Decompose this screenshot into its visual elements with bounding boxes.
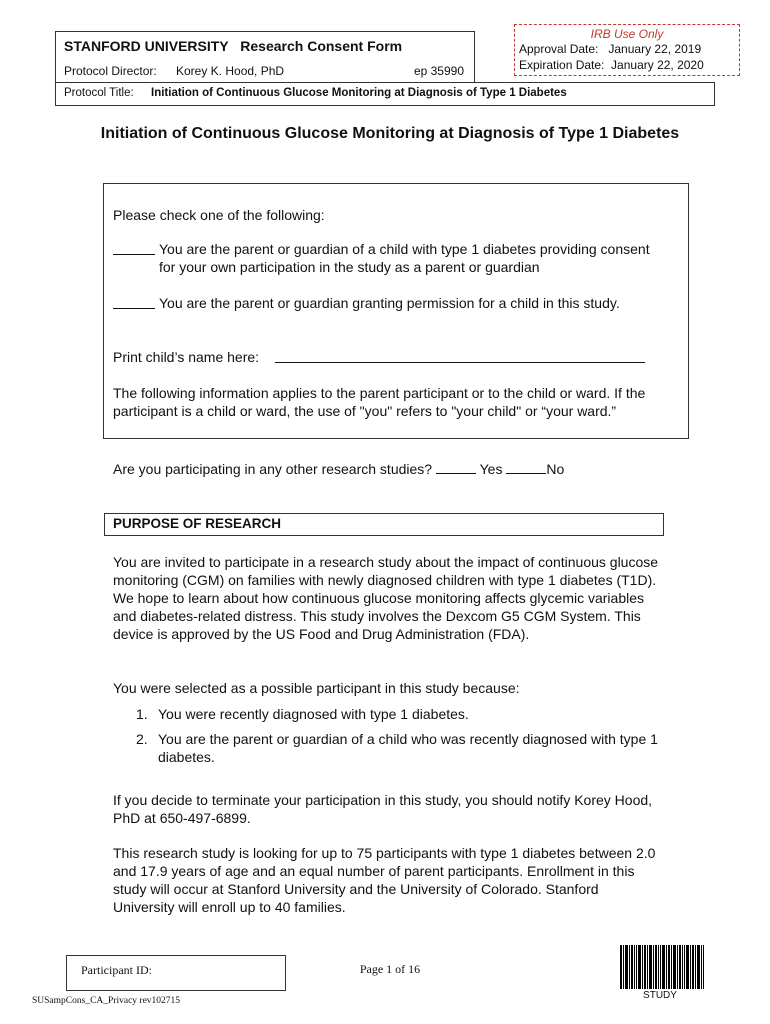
header-title bbox=[64, 38, 402, 54]
protocol-title: Initiation of Continuous Glucose Monitoring at Diagnosis of Type 1 Diabetes bbox=[151, 87, 567, 99]
protocol-title-row bbox=[55, 82, 715, 106]
purpose-paragraph-2: You were selected as a possible participant in this study because: bbox=[113, 680, 520, 696]
child-name-field[interactable] bbox=[275, 350, 645, 363]
option2-checkline[interactable] bbox=[113, 296, 157, 314]
protocol-title-label: Protocol Title: bbox=[64, 87, 134, 99]
irb-expiration-date: Expiration Date: January 22, 2020 bbox=[519, 58, 704, 72]
reason-number: 1. bbox=[136, 706, 148, 722]
option1-checkline[interactable] bbox=[113, 242, 157, 260]
check-instruction: Please check one of the following: bbox=[113, 207, 325, 223]
study-label: STUDY bbox=[643, 990, 677, 1001]
reason-number: 2. bbox=[136, 731, 148, 747]
director-name: Korey K. Hood, PhD bbox=[176, 64, 285, 78]
other-studies-row bbox=[113, 460, 673, 478]
reason-text: You were recently diagnosed with type 1 diabetes. bbox=[158, 706, 469, 722]
consent-header bbox=[55, 31, 475, 83]
info-paragraph: The following information applies to the parent participant or to the child or ward. If the participant is a child or ward, the use of "you" refers to "your child" or “your ward.” bbox=[113, 385, 646, 419]
other-studies-question: Are you participating in any other research studies? bbox=[113, 461, 433, 477]
purpose-paragraph-3: If you decide to terminate your participation in this study, you should notify Korey Hood, PhD at 650-497-6899. bbox=[113, 792, 653, 826]
page-number: Page 1 of 16 bbox=[359, 962, 421, 976]
option2-text: You are the parent or guardian granting permission for a child in this study. bbox=[159, 295, 620, 311]
participant-id-box[interactable] bbox=[66, 955, 286, 991]
university-name: STANFORD UNIVERSITY bbox=[64, 38, 229, 54]
participant-type-box bbox=[103, 183, 689, 439]
no-label: No bbox=[546, 461, 565, 477]
reason-text: You are the parent or guardian of a child who was recently diagnosed with type 1 diabetes. bbox=[158, 731, 658, 765]
child-name-label: Print child’s name here: bbox=[113, 349, 260, 365]
option1-text: You are the parent or guardian of a child with type 1 diabetes providing consent for your own participation in the study as a parent or guardian bbox=[159, 241, 650, 275]
director-label: Protocol Director: bbox=[64, 64, 157, 78]
yes-label: Yes bbox=[479, 461, 503, 477]
barcode-icon bbox=[620, 945, 704, 989]
form-name: Research Consent Form bbox=[240, 38, 403, 54]
irb-title: IRB Use Only bbox=[590, 27, 664, 41]
participant-id-label: Participant ID: bbox=[81, 963, 152, 977]
purpose-heading-box bbox=[104, 513, 664, 536]
protocol-number: ep 35990 bbox=[413, 64, 464, 78]
purpose-paragraph-1: You are invited to participate in a research study about the impact of continuous glucose monitoring (CGM) on families with newly diagnosed children with type 1 diabetes (T1D). We hope to learn about how continuous glucose monitoring affects glycemic variables and diabetes-related distress. This study involves the Dexcom G5 CGM System. This device is approved by the US Food and Drug Administration (FDA). bbox=[113, 554, 659, 642]
no-checkline[interactable] bbox=[506, 461, 546, 474]
irb-box bbox=[514, 24, 740, 76]
irb-approval-date: Approval Date: January 22, 2019 bbox=[519, 42, 702, 56]
yes-checkline[interactable] bbox=[436, 461, 476, 474]
purpose-paragraph-4: This research study is looking for up to 75 participants with type 1 diabetes between 2.0 and 17.9 years of age and an equal number of parent participants. Enrollment in this study will occur at Stanford University and the University of Colorado. Stanford University will enroll up to 40 families. bbox=[113, 845, 656, 915]
director-row bbox=[64, 64, 464, 78]
form-revision-id: SUSampCons_CA_Privacy rev102715 bbox=[32, 996, 181, 1006]
reason-item-1 bbox=[136, 705, 658, 723]
reason-item-2 bbox=[136, 730, 658, 766]
purpose-heading: PURPOSE OF RESEARCH bbox=[113, 516, 282, 531]
document-title: Initiation of Continuous Glucose Monitoring at Diagnosis of Type 1 Diabetes bbox=[100, 125, 680, 142]
